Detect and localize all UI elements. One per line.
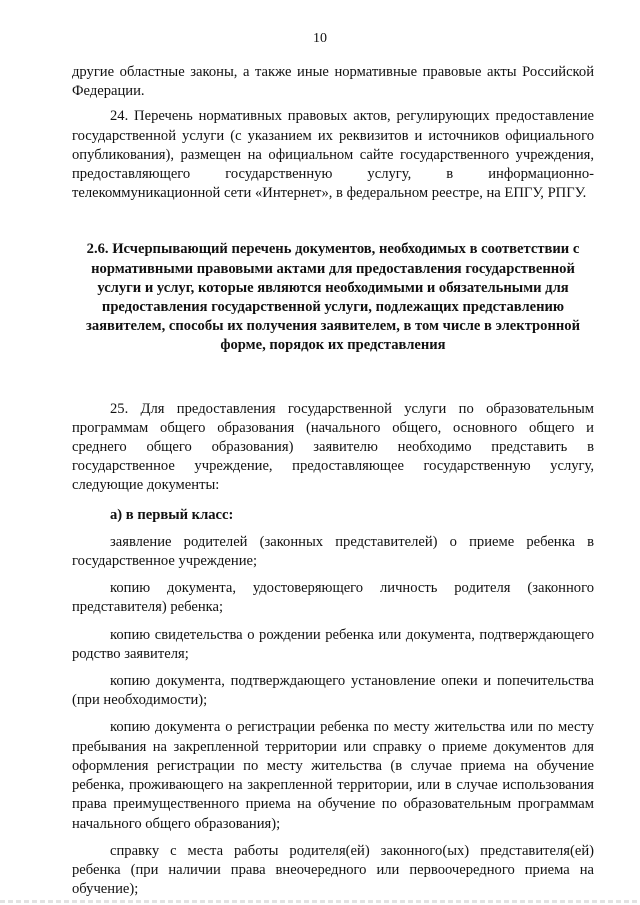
- paragraph-24: 24. Перечень нормативных правовых актов, регулирующих предоставление государственной услуги (с указанием их реквизитов и источников официального опубликования), размещен на официальном сайте государственного учреждения, предоставляющего государственную услугу, в информационно-телекоммуникационной сети «Интернет», в федеральном реестре, на ЕПГУ, РПГУ.: [72, 108, 594, 202]
- scan-edge-divider: [0, 900, 640, 903]
- list-item-id-copy: копию документа, удостоверяющего личность родителя (законного представителя) ребенка;: [72, 580, 594, 616]
- list-item-registration: копию документа о регистрации ребенка по месту жительства или по месту пребывания на закрепленной территории или справку о приеме документов для оформления регистрации по месту жительства (в случае приема на обучение ребенка, проживающего на закрепленной территории, или в случае использования права преимущественного приема на обучение по образовательным программам начального общего образования);: [72, 719, 594, 832]
- document-body: [72, 63, 594, 899]
- paragraph-continuation: другие областные законы, а также иные нормативные правовые акты Российской Федерации.: [72, 64, 594, 100]
- page-number: 10: [313, 31, 327, 46]
- list-item-birth-certificate: копию свидетельства о рождении ребенка или документа, подтверждающего родство заявителя;: [72, 626, 594, 662]
- subheading-first-class: а) в первый класс:: [110, 506, 234, 523]
- list-item-work-certificate: справку с места работы родителя(ей) законного(ых) представителя(ей) ребенка (при наличии права внеочередного или первоочередного приема на обучение);: [72, 842, 594, 898]
- list-item-guardianship: копию документа, подтверждающего установление опеки и попечительства (при необходимости);: [72, 673, 594, 709]
- paragraph-25: 25. Для предоставления государственной услуги по образовательным программам общего образования (начального общего, основного общего и среднего общего образования) заявителю необходимо представить в государственное учреждение, предоставляющее государственную услугу, следующие документы:: [72, 400, 594, 494]
- list-item-application: заявление родителей (законных представителей) о приеме ребенка в государственное учреждение;: [72, 533, 594, 570]
- section-heading-2-6: 2.6. Исчерпывающий перечень документов, необходимых в соответствии с нормативными правовыми актами для предоставления государственной услуги и услуг, которые являются необходимыми и обязательными для предоставления государственной услуги, подлежащих представлению заявителем, способы их получения заявителем, в том числе в электронной форме, порядок их представления: [86, 241, 580, 354]
